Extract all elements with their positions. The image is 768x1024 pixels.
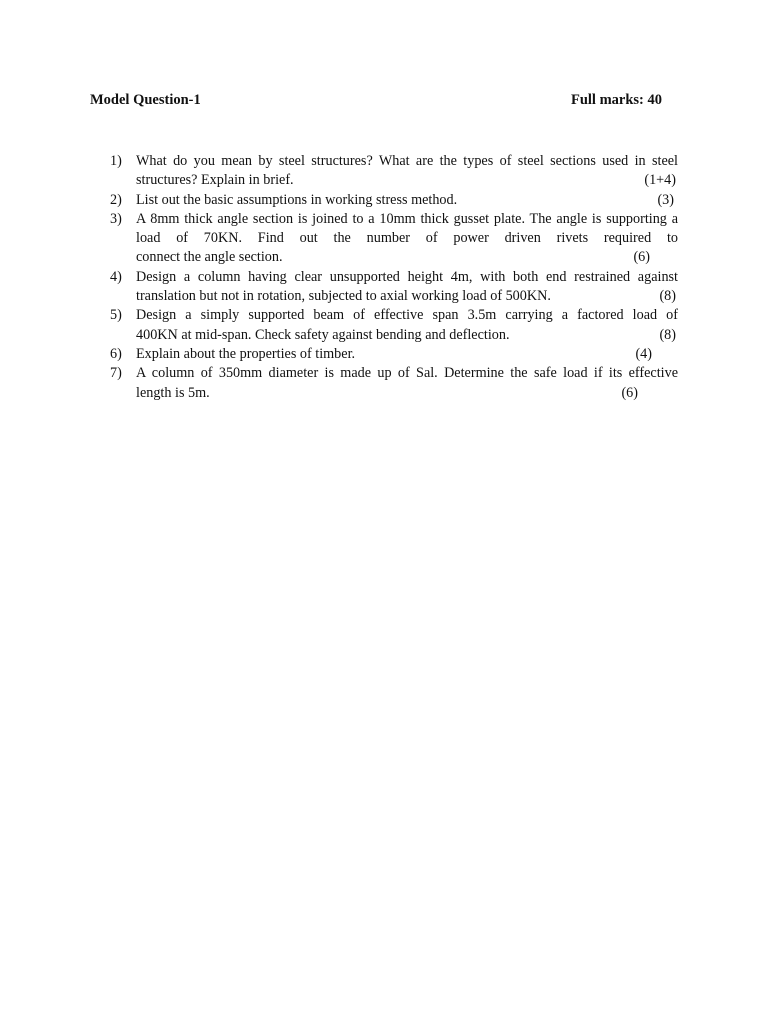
question-text: Design a simply supported beam of effective span 3.5m carrying a factored load of [136, 307, 678, 324]
question-text-end: translation but not in rotation, subjected to axial working load of 500KN. [136, 288, 551, 305]
question-text: A 8mm thick angle section is joined to a 10mm thick gusset plate. The angle is supporting a load of 70KN. Find out the number of power driven rivets required to [136, 210, 678, 247]
question-marks: (8) [659, 326, 676, 343]
question-text-end: connect the angle section. [136, 249, 283, 266]
question-marks: (8) [659, 288, 676, 305]
question-last-line [136, 345, 678, 364]
question-number: 3) [110, 210, 122, 227]
header [90, 92, 662, 112]
question-last-line [136, 287, 678, 306]
question-marks: (1+4) [644, 172, 676, 189]
question-last-line [136, 326, 678, 345]
question-last-line [136, 171, 678, 190]
question-number: 5) [110, 307, 122, 324]
question-text-end: structures? Explain in brief. [136, 172, 294, 189]
question-text-end: Explain about the properties of timber. [136, 345, 356, 362]
question-list [110, 152, 678, 403]
question-5 [110, 306, 678, 345]
question-text-end: length is 5m. [136, 384, 210, 401]
question-last-line [136, 248, 678, 267]
question-number: 4) [110, 268, 122, 285]
question-number: 2) [110, 191, 122, 208]
question-marks: (6) [633, 249, 650, 266]
question-marks: (3) [657, 191, 674, 208]
question-number: 7) [110, 365, 122, 382]
full-marks: Full marks: 40 [570, 92, 662, 108]
question-7 [110, 364, 678, 403]
question-number: 6) [110, 345, 122, 362]
question-6 [110, 345, 678, 364]
question-2 [110, 191, 678, 210]
question-last-line [136, 191, 678, 210]
question-1 [110, 152, 678, 191]
question-number: 1) [110, 153, 122, 169]
question-text-end: List out the basic assumptions in working stress method. [136, 191, 458, 208]
question-text-end: 400KN at mid-span. Check safety against bending and deflection. [136, 326, 510, 343]
question-text: What do you mean by steel structures? What are the types of steel sections used in steel [136, 153, 678, 169]
question-marks: (6) [621, 384, 638, 401]
page-title: Model Question-1 [90, 92, 201, 108]
question-last-line [136, 384, 678, 403]
question-3 [110, 210, 678, 268]
question-text: Design a column having clear unsupported height 4m, with both end restrained against [136, 268, 678, 285]
question-4 [110, 268, 678, 307]
question-text: A column of 350mm diameter is made up of Sal. Determine the safe load if its effective [136, 365, 678, 382]
question-marks: (4) [635, 345, 652, 362]
